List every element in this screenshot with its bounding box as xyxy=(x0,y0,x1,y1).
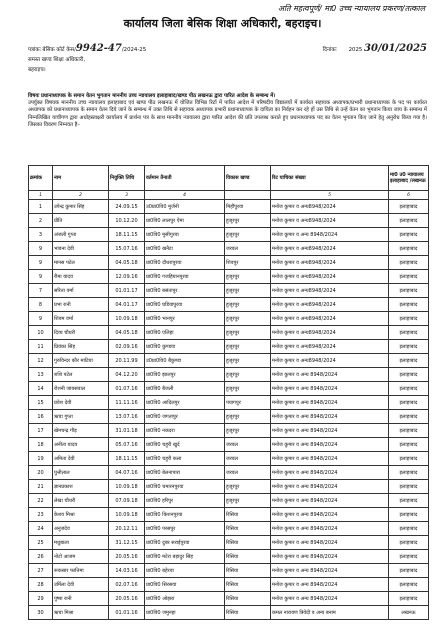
writ-petition-number-cell: मनोज कुमार व अन्य8948/2024 xyxy=(271,312,389,326)
reference-suffix: /2024-25 xyxy=(121,47,147,53)
writ-petition-number-cell: मनोज कुमार व अन्य8948/2024 xyxy=(271,326,389,340)
current-posting-cell: प्रा0वि0 एलिहा xyxy=(145,326,225,340)
appointment-date-cell: 11.11.16 xyxy=(109,396,145,410)
table-row xyxy=(29,606,429,620)
teacher-name-cell: अंजली गुप्ता xyxy=(53,228,109,242)
addressee-line-2: बहराइच। xyxy=(28,67,46,73)
current-posting-cell: प्रा0वि0 बैजली xyxy=(145,382,225,396)
row-number-cell: 16 xyxy=(29,410,53,424)
teacher-name-cell: रोशनी जायसवाल xyxy=(53,382,109,396)
current-posting-cell: प्रा0वि0 लालपुर ऐमा xyxy=(145,214,225,228)
table-row xyxy=(29,550,429,564)
appointment-date-cell: 01.01.17 xyxy=(109,284,145,298)
row-number-cell: 9 xyxy=(29,270,53,284)
block-name-cell: जरवल xyxy=(225,452,271,466)
court-bench-cell: इलाहाबाद xyxy=(389,340,429,354)
teacher-name-cell: अनीता यादव xyxy=(53,438,109,452)
table-row xyxy=(29,368,429,382)
table-row xyxy=(29,242,429,256)
court-bench-cell: इलाहाबाद xyxy=(389,354,429,368)
writ-petition-number-cell: मनोज कुमार व अन्य 8948/2024 xyxy=(271,452,389,466)
teacher-name-cell: सरिता वर्मा xyxy=(53,284,109,298)
teacher-name-cell: प्रियंका सिंह xyxy=(53,340,109,354)
writ-petition-number-cell: मनोज कुमार व अन्य 8948/2024 xyxy=(271,536,389,550)
current-posting-cell: उ0प्रा0वि0 बैकुण्डा xyxy=(145,354,225,368)
writ-petition-number-cell: मनोज कुमार व अन्य 8948/2024 xyxy=(271,592,389,606)
current-posting-cell: प्रा0वि0 सिरसवा xyxy=(145,578,225,592)
date-label: दिनांकः xyxy=(322,47,337,53)
current-posting-cell: प्रा0वि0 मुसीगुरवा xyxy=(145,228,225,242)
block-name-cell: जरवल xyxy=(225,438,271,452)
appointment-date-cell: 04.05.18 xyxy=(109,326,145,340)
table-row xyxy=(29,284,429,298)
current-posting-cell: प्रा0वि0 बसंतापुर xyxy=(145,284,225,298)
table-row xyxy=(29,410,429,424)
row-number-cell: 17 xyxy=(29,424,53,438)
block-name-cell: रिसिया xyxy=(225,550,271,564)
court-bench-cell: इलाहाबाद xyxy=(389,368,429,382)
table-row xyxy=(29,438,429,452)
block-name-cell: हुजूरपुर xyxy=(225,228,271,242)
court-bench-cell: इलाहाबाद xyxy=(389,382,429,396)
row-number-cell: 25 xyxy=(29,536,53,550)
appointment-date-cell: 10.12.20 xyxy=(109,214,145,228)
court-bench-cell: इलाहाबाद xyxy=(389,312,429,326)
column-header: मा0 उ0 न्यायालय इलाहाबाद /लखनऊ xyxy=(389,166,429,191)
appointment-date-cell: 13.07.16 xyxy=(109,410,145,424)
court-bench-cell: इलाहाबाद xyxy=(389,410,429,424)
table-row xyxy=(29,592,429,606)
teacher-name-cell: पुत्तीलाल xyxy=(53,466,109,480)
court-bench-cell: इलाहाबाद xyxy=(389,396,429,410)
appointment-date-cell: 14.03.16 xyxy=(109,564,145,578)
current-posting-cell: प्रा0वि0 दुबर सराईपुरवा xyxy=(145,536,225,550)
row-number-cell: 29 xyxy=(29,592,53,606)
row-number-cell: 3 xyxy=(29,228,53,242)
row-number-cell: 21 xyxy=(29,480,53,494)
current-posting-cell: प्रा0वि0 चहुरी कला xyxy=(145,452,225,466)
column-index: 1 xyxy=(29,191,53,200)
court-bench-cell: इलाहाबाद xyxy=(389,522,429,536)
appointment-date-cell: 01.07.16 xyxy=(109,382,145,396)
row-number-cell: 26 xyxy=(29,550,53,564)
teacher-name-cell: ऋचा गुप्ता xyxy=(53,410,109,424)
block-name-cell: रिसिया xyxy=(225,606,271,620)
table-row xyxy=(29,312,429,326)
block-name-cell: हुजूरपुर xyxy=(225,354,271,368)
writ-petition-number-cell: मनोज कुमार व अन्य8948/2024 xyxy=(271,242,389,256)
row-number-cell: 9 xyxy=(29,242,53,256)
block-name-cell: हुजूरपुर xyxy=(225,382,271,396)
writ-petition-number-cell: मनोज कुमार व अन्य 8948/2024 xyxy=(271,550,389,564)
appointment-date-cell: 15.07.16 xyxy=(109,242,145,256)
current-posting-cell: प्रा0वि0 मटेरा बहादुर सिंह xyxy=(145,550,225,564)
writ-petition-number-cell: मनोज कुमार व अन्य8948/2024 xyxy=(271,284,389,298)
block-name-cell: रिसिया xyxy=(225,522,271,536)
writ-petition-number-cell: मनोज कुमार व अन्य8948/2024 xyxy=(271,270,389,284)
court-bench-cell: इलाहाबाद xyxy=(389,270,429,284)
writ-petition-number-cell: मनोज कुमार व अन्य 8948/2024 xyxy=(271,466,389,480)
appointment-date-cell: 24.09.15 xyxy=(109,200,145,214)
table-body xyxy=(29,200,429,620)
current-posting-cell: प्रा0वि0 दौधरापुरवा xyxy=(145,256,225,270)
court-bench-cell: इलाहाबाद xyxy=(389,592,429,606)
teacher-name-cell: भावना देवी xyxy=(53,242,109,256)
appointment-date-cell: 05.07.16 xyxy=(109,438,145,452)
current-posting-cell: उ0प्रा0वि0 मुर्जनी xyxy=(145,200,225,214)
teacher-name-cell: नोटो आजम xyxy=(53,550,109,564)
writ-petition-number-cell: मनोज कुमार व अन्य8948/2024 xyxy=(271,200,389,214)
court-bench-cell: इलाहाबाद xyxy=(389,564,429,578)
table-row xyxy=(29,578,429,592)
court-bench-cell: इलाहाबाद xyxy=(389,480,429,494)
letter-date xyxy=(323,44,427,55)
date-handwritten: 30/01/2025 xyxy=(364,43,427,54)
writ-petition-number-cell: मनोज कुमार व अन्य 8948/2024 xyxy=(271,382,389,396)
table-header-row xyxy=(29,166,429,191)
table-row xyxy=(29,270,429,284)
writ-petition-number-cell: मनोज कुमार व अन्य8948/2024 xyxy=(271,256,389,270)
row-number-cell: 18 xyxy=(29,438,53,452)
writ-petition-number-cell: मनोज कुमार व अन्य 8948/2024 xyxy=(271,494,389,508)
column-index xyxy=(225,191,271,200)
court-bench-cell: इलाहाबाद xyxy=(389,452,429,466)
court-bench-cell: इलाहाबाद xyxy=(389,424,429,438)
table-row xyxy=(29,522,429,536)
current-posting-cell: प्रा0वि0 जगतापुर xyxy=(145,410,225,424)
teacher-name-cell: पुष्पा रानी xyxy=(53,592,109,606)
current-posting-cell: प्रा0वि0 बेलनापारा xyxy=(145,466,225,480)
block-name-cell: जरवल xyxy=(225,466,271,480)
teacher-name-cell: प्रभा रानी xyxy=(53,298,109,312)
appointment-date-cell: 04.07.16 xyxy=(109,466,145,480)
writ-petition-number-cell: मनोज कुमार व अन्य 8948/2024 xyxy=(271,396,389,410)
date-year-print: 2025 xyxy=(348,47,363,53)
row-number-cell: 28 xyxy=(29,578,53,592)
writ-petition-number-cell: मनोज कुमार व अन्य 8948/2024 xyxy=(271,228,389,242)
court-bench-cell: इलाहाबाद xyxy=(389,326,429,340)
writ-petition-number-cell: मनोज कुमार व अन्य 8948/2024 xyxy=(271,578,389,592)
current-posting-cell: प्रा0वि0 किशनपुरवा xyxy=(145,508,225,522)
block-name-cell: हुजूरपुर xyxy=(225,298,271,312)
current-posting-cell: प्रा0वि0 ओझरा xyxy=(145,592,225,606)
table-row xyxy=(29,326,429,340)
appointment-date-cell: 02.07.16 xyxy=(109,578,145,592)
writ-petition-number-cell: मनोज कुमार व अन्य8948/2024 xyxy=(271,298,389,312)
row-number-cell: 9 xyxy=(29,256,53,270)
table-row xyxy=(29,424,429,438)
column-header: नियुक्ति तिथि xyxy=(109,166,145,191)
block-name-cell: हुजूरपुर xyxy=(225,340,271,354)
writ-petition-number-cell: मनोज कुमार व अन्य 8948/2024 xyxy=(271,424,389,438)
teacher-name-cell: ऋचा मिश्रा xyxy=(53,606,109,620)
table-row xyxy=(29,214,429,228)
block-name-cell: हुजूरपुर xyxy=(225,270,271,284)
writ-petition-number-cell: मनोज कुमार व अन्य8948/2024 xyxy=(271,354,389,368)
writ-petition-number-cell: कमल नारायण त्रिवेदी व अन्य बनाम xyxy=(271,606,389,620)
court-bench-cell: इलाहाबाद xyxy=(389,508,429,522)
appointment-date-cell: 20.12.11 xyxy=(109,522,145,536)
priority-line: अति महत्वपूर्ण/ मा0 उच्च न्यायालय प्रकरण/तत्काल xyxy=(277,4,425,13)
writ-petition-number-cell: मनोज कुमार व अन्य8948/2024 xyxy=(271,214,389,228)
court-bench-cell: लखनऊ xyxy=(389,606,429,620)
current-posting-cell: प्रा0वि0 आदिलपुर xyxy=(145,396,225,410)
current-posting-cell: प्रा0वि0 हरिपुर xyxy=(145,494,225,508)
court-bench-cell: इलाहाबाद xyxy=(389,578,429,592)
table-row xyxy=(29,228,429,242)
column-index: 3 xyxy=(109,191,145,200)
block-name-cell: रिसिया xyxy=(225,564,271,578)
current-posting-cell: प्रा0वि0 झालपुर xyxy=(145,368,225,382)
current-posting-cell: प्रा0वि0 जमुनहा xyxy=(145,606,225,620)
column-index: 2 xyxy=(53,191,109,200)
block-name-cell: हुजूरपुर xyxy=(225,368,271,382)
row-number-cell: 19 xyxy=(29,452,53,466)
court-bench-cell: इलाहाबाद xyxy=(389,438,429,452)
column-header: क्रमांक xyxy=(29,166,53,191)
appointment-date-cell: 10.09.18 xyxy=(109,480,145,494)
table-row xyxy=(29,200,429,214)
table-row xyxy=(29,466,429,480)
current-posting-cell: प्रा0वि0 गजहियानपुरवा xyxy=(145,270,225,284)
row-number-cell: 13 xyxy=(29,368,53,382)
letter-meta xyxy=(28,44,427,75)
subject-block xyxy=(28,93,427,129)
teacher-name-cell: रूकसार फातिमा xyxy=(53,564,109,578)
block-name-cell: शिवपुर xyxy=(225,256,271,270)
row-number-cell: 22 xyxy=(29,494,53,508)
writ-petition-number-cell: मनोज कुमार व अन्य 8948/2024 xyxy=(271,480,389,494)
teacher-name-cell: अनुजदेव xyxy=(53,522,109,536)
table-row xyxy=(29,480,429,494)
court-bench-cell: इलाहाबाद xyxy=(389,256,429,270)
appointment-date-cell: 31.12.15 xyxy=(109,536,145,550)
reference-prefix: पत्रांकः बेसिक कोर्ट केस/ xyxy=(28,47,76,53)
column-header: वर्तमान तैनाती xyxy=(145,166,225,191)
table-row xyxy=(29,340,429,354)
appointment-date-cell: 10.09.18 xyxy=(109,312,145,326)
table-row xyxy=(29,564,429,578)
table-row xyxy=(29,494,429,508)
row-number-cell: 27 xyxy=(29,564,53,578)
block-name-cell: जरवल xyxy=(225,242,271,256)
row-number-cell: 12 xyxy=(29,354,53,368)
current-posting-cell: प्रा0वि0 कुण्डवा xyxy=(145,340,225,354)
court-bench-cell: इलाहाबाद xyxy=(389,550,429,564)
appointment-date-cell: 20.11.99 xyxy=(109,354,145,368)
block-name-cell: हुजूरपुर xyxy=(225,410,271,424)
appointment-date-cell: 04.05.18 xyxy=(109,256,145,270)
row-number-cell: 10 xyxy=(29,326,53,340)
column-index: 5 xyxy=(271,191,389,200)
column-header: विकास खण्ड xyxy=(225,166,271,191)
current-posting-cell: प्रा0वि0 भानपुर xyxy=(145,312,225,326)
court-bench-cell: इलाहाबाद xyxy=(389,536,429,550)
appointment-date-cell: 04.12.20 xyxy=(109,368,145,382)
subject-text: प्रधानाध्यापक के समान वेतन भुगतान माननीय उच्च न्यायालय इलाहाबाद/खण्ड पीठ लखनऊ द्वारा पारित आदेश के सम्बन्ध में। xyxy=(40,93,276,99)
teacher-name-cell: दिव्य चौधरी xyxy=(53,326,109,340)
teacher-name-cell: मानस पटेल xyxy=(53,256,109,270)
teacher-name-cell: गुरुविन्दर कौर माटिया xyxy=(53,354,109,368)
current-posting-cell: प्रा0वि0 घडियापुरवा xyxy=(145,298,225,312)
block-name-cell: पयागपुर xyxy=(225,396,271,410)
teacher-name-cell: रीमा यादव xyxy=(53,270,109,284)
office-title: कार्यालय जिला बेसिक शिक्षा अधिकारी, बहराइच। xyxy=(123,17,322,30)
teacher-name-cell: खेमचन्द्र गौड़ xyxy=(53,424,109,438)
teacher-name-cell: उपेन्द्र कुमार सिंह xyxy=(53,200,109,214)
teacher-name-cell: शशि पटेल xyxy=(53,368,109,382)
table-index-row xyxy=(29,191,429,200)
court-bench-cell: इलाहाबाद xyxy=(389,214,429,228)
block-name-cell: रिसिया xyxy=(225,592,271,606)
appointment-date-cell: 04.01.17 xyxy=(109,298,145,312)
block-name-cell: मिहींपुरवा xyxy=(225,200,271,214)
block-name-cell: हुजूरपुर xyxy=(225,494,271,508)
table-row xyxy=(29,382,429,396)
writ-petition-number-cell: मनोज कुमार व अन्य 8948/2024 xyxy=(271,438,389,452)
column-index: 6 xyxy=(389,191,429,200)
block-name-cell: हुजूरपुर xyxy=(225,312,271,326)
court-bench-cell: इलाहाबाद xyxy=(389,494,429,508)
current-posting-cell: प्रा0वि0 बहेरवा xyxy=(145,564,225,578)
appointment-date-cell: 01.01.16 xyxy=(109,606,145,620)
table-row xyxy=(29,354,429,368)
table-row xyxy=(29,256,429,270)
table-row xyxy=(29,536,429,550)
appointment-date-cell: 10.09.18 xyxy=(109,508,145,522)
appointment-date-cell: 07.09.18 xyxy=(109,494,145,508)
row-number-cell: 20 xyxy=(29,466,53,480)
writ-petition-number-cell: मनोज कुमार व अन्य 8948/2024 xyxy=(271,508,389,522)
addressee-line-1: समस्त खण्ड शिक्षा अधिकारी, xyxy=(28,57,86,63)
subject-body: उपर्युक्त विषयक माननीय उच्च न्यायालय इलाहाबाद एवं खण्ड पीठ लखनऊ में योजित विभिन्न रिटों में पारित आदेश में परिषदीय विद्यालयों में कार्यरत सहायक अध्यापक/प्रभारी प्रधानाध्यापक के पद पर कार्यरत अध्यापक को प्रधानाध्यापक के समान वेतन दिये जाने के सम्बन्ध में उक्त तिथि से सहायक अध्यापक प्रभारी प्रधानाध्यापक के दायित्व का निर्वहन कर रहे हों उस तिथि से उन्हें वेतन का भुगतान किया जाय के सम्बन्ध में निम्नलिखित याचीगण द्वारा अधोहस्ताक्षरी कार्यालय में प्रार्थना पत्र के साथ माननीय न्यायालय द्वारा पारित आदेश की प्रति उपलब्ध कराते हुए प्रधानाध्यापक पद का वेतन भुगतान किए जाने हेतु अनुरोध किया गया है। जिसका विवरण निम्नवत है– xyxy=(28,100,427,128)
table-row xyxy=(29,298,429,312)
court-bench-cell: इलाहाबाद xyxy=(389,200,429,214)
row-number-cell: 11 xyxy=(29,340,53,354)
table-row xyxy=(29,396,429,410)
appointment-date-cell: 18.11.15 xyxy=(109,452,145,466)
court-bench-cell: इलाहाबाद xyxy=(389,284,429,298)
column-index: 4 xyxy=(145,191,225,200)
writ-petition-number-cell: मनोज कुमार व अन्य 8948/2024 xyxy=(271,564,389,578)
teacher-name-cell: प्रीति xyxy=(53,214,109,228)
block-name-cell: रिसिया xyxy=(225,508,271,522)
column-header: नाम xyxy=(53,166,109,191)
table-row xyxy=(29,508,429,522)
subject-label: विषयः xyxy=(28,93,40,99)
row-number-cell: 24 xyxy=(29,522,53,536)
row-number-cell: 23 xyxy=(29,508,53,522)
block-name-cell: हुजूरपुर xyxy=(225,480,271,494)
block-name-cell: हुजूरपुर xyxy=(225,424,271,438)
current-posting-cell: प्रा0वि0 खनैटा xyxy=(145,242,225,256)
current-posting-cell: प्रा0वि0 परसपुर xyxy=(145,522,225,536)
teacher-name-cell: मधुबाला xyxy=(53,536,109,550)
row-number-cell: 15 xyxy=(29,396,53,410)
writ-petition-number-cell: मनोज कुमार व अन्य 8948/2024 xyxy=(271,368,389,382)
block-name-cell: हुजूरपुर xyxy=(225,326,271,340)
petitioner-table xyxy=(28,165,429,620)
teacher-name-cell: उर्मिला देवी xyxy=(53,578,109,592)
court-bench-cell: इलाहाबाद xyxy=(389,298,429,312)
teacher-name-cell: लेखा चौधरी xyxy=(53,494,109,508)
block-name-cell: रिसिया xyxy=(225,536,271,550)
block-name-cell: रिसिया xyxy=(225,578,271,592)
row-number-cell: 30 xyxy=(29,606,53,620)
writ-petition-number-cell: मनोज कुमार व अन्य8948/2024 xyxy=(271,340,389,354)
appointment-date-cell: 02.09.16 xyxy=(109,340,145,354)
table-row xyxy=(29,452,429,466)
appointment-date-cell: 12.09.16 xyxy=(109,270,145,284)
writ-petition-number-cell: मनोज कुमार व अन्य 8948/2024 xyxy=(271,522,389,536)
court-bench-cell: इलाहाबाद xyxy=(389,242,429,256)
current-posting-cell: प्रा0वि0 नकदरा xyxy=(145,424,225,438)
appointment-date-cell: 20.05.16 xyxy=(109,550,145,564)
reference-number xyxy=(28,44,146,55)
court-bench-cell: इलाहाबाद xyxy=(389,228,429,242)
row-number-cell: 8 xyxy=(29,298,53,312)
appointment-date-cell: 31.01.18 xyxy=(109,424,145,438)
appointment-date-cell: 18.11.15 xyxy=(109,228,145,242)
appointment-date-cell: 20.05.16 xyxy=(109,592,145,606)
teacher-name-cell: शिवम वर्मा xyxy=(53,312,109,326)
teacher-name-cell: केशव मिश्रा xyxy=(53,508,109,522)
row-number-cell: 14 xyxy=(29,382,53,396)
current-posting-cell: प्रा0वि0 चहुरी खुर्द xyxy=(145,438,225,452)
block-name-cell: हुजूरपुर xyxy=(225,284,271,298)
current-posting-cell: प्रा0वि0 चमारनपुरवा xyxy=(145,480,225,494)
block-name-cell: हुजूरपुर xyxy=(225,214,271,228)
court-bench-cell: इलाहाबाद xyxy=(389,466,429,480)
row-number-cell: 7 xyxy=(29,284,53,298)
reference-row xyxy=(28,44,427,55)
teacher-name-cell: प्रवेश देवी xyxy=(53,396,109,410)
row-number-cell: 9 xyxy=(29,312,53,326)
row-number-cell: 1 xyxy=(29,200,53,214)
row-number-cell: 2 xyxy=(29,214,53,228)
column-header: रिट याचिका संख्या xyxy=(271,166,389,191)
teacher-name-cell: ज्ञानप्रकाश xyxy=(53,480,109,494)
writ-petition-number-cell: मनोज कुमार व अन्य 8948/2024 xyxy=(271,410,389,424)
teacher-name-cell: अमिता देवी xyxy=(53,452,109,466)
reference-handwritten: 9942-47 xyxy=(75,43,122,54)
